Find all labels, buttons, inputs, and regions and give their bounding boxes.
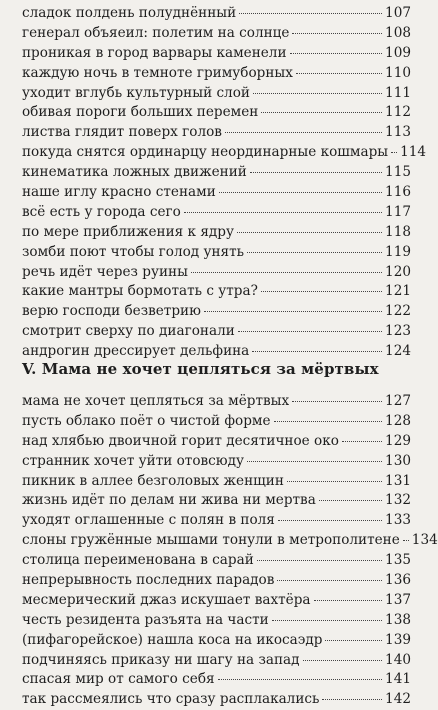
toc-entry-title: речь идёт через руины xyxy=(22,263,188,280)
toc-entry-title: над хлябью двоичной горит десятичное око xyxy=(22,432,339,449)
toc-entry-page-number: 133 xyxy=(385,512,411,529)
toc-entry-title: проникая в город варвары каменели xyxy=(22,44,287,61)
dot-leader xyxy=(287,481,382,482)
toc-entry-page-number: 112 xyxy=(385,104,411,121)
dot-leader xyxy=(278,520,382,521)
toc-entry-title: спасая мир от самого себя xyxy=(22,671,215,688)
toc-entry-title: листва глядит поверх голов xyxy=(22,124,222,141)
toc-entry-page-number: 117 xyxy=(385,203,411,220)
toc-entry xyxy=(22,511,411,531)
section-heading: V. Мама не хочет цепляться за мёртвых xyxy=(22,360,379,378)
toc-entry-page-number: 141 xyxy=(385,671,411,688)
toc-entry xyxy=(22,103,411,123)
dot-leader xyxy=(237,232,382,233)
toc-entry-title: пусть облако поёт о чистой форме xyxy=(22,412,271,429)
toc-entry-page-number: 138 xyxy=(385,611,411,628)
toc-entry-title: кинематика ложных движений xyxy=(22,164,247,181)
toc-entry-title: столица переименована в сарай xyxy=(22,552,254,569)
dot-leader xyxy=(325,640,382,641)
toc-entry xyxy=(22,322,411,342)
dot-leader xyxy=(292,33,382,34)
dot-leader xyxy=(314,600,383,601)
dot-leader xyxy=(292,401,382,402)
toc-entry-title: месмерический джаз искушает вахтёра xyxy=(22,591,311,608)
toc-entry-title: по мере приближения к ядру xyxy=(22,223,234,240)
toc-entry xyxy=(22,44,411,64)
toc-entry-page-number: 109 xyxy=(385,44,411,61)
toc-entry-page-number: 131 xyxy=(385,472,411,489)
toc-entry xyxy=(22,670,411,690)
dot-leader xyxy=(261,291,382,292)
toc-entry xyxy=(22,243,411,263)
toc-entry-page-number: 136 xyxy=(385,572,411,589)
toc-entry xyxy=(22,64,411,84)
toc-entry-title: какие мантры бормотать с утра? xyxy=(22,283,258,300)
toc-entry-page-number: 128 xyxy=(385,412,411,429)
toc-entry-title: слоны гружённые мышами тонули в метрополитене xyxy=(22,532,400,549)
toc-entry-page-number: 121 xyxy=(385,283,411,300)
toc-entry xyxy=(22,611,411,631)
dot-leader xyxy=(296,73,382,74)
toc-entry xyxy=(22,282,411,302)
dot-leader xyxy=(252,351,382,352)
dot-leader xyxy=(342,441,382,442)
toc-entry-page-number: 107 xyxy=(385,5,411,21)
toc-entry-page-number: 119 xyxy=(385,243,411,260)
dot-leader xyxy=(319,500,382,501)
toc-entry xyxy=(22,591,411,611)
toc-entry-title: жизнь идёт по делам ни жива ни мертва xyxy=(22,492,316,509)
dot-leader xyxy=(303,660,383,661)
toc-entry xyxy=(22,143,427,163)
toc-entry-title: честь резидента разъята на части xyxy=(22,611,269,628)
toc-entry-page-number: 130 xyxy=(385,452,411,469)
toc-entry-page-number: 135 xyxy=(385,552,411,569)
toc-entry xyxy=(22,412,411,432)
dot-leader xyxy=(238,331,382,332)
toc-entry xyxy=(22,24,411,44)
toc-entry xyxy=(22,432,411,452)
toc-entry-page-number: 110 xyxy=(385,64,411,81)
toc-entry xyxy=(22,631,411,651)
dot-leader xyxy=(218,679,382,680)
toc-entry xyxy=(22,163,411,183)
dot-leader xyxy=(322,699,382,700)
dot-leader xyxy=(253,93,382,94)
dot-leader xyxy=(290,53,383,54)
dot-leader xyxy=(219,192,382,193)
toc-entry-title: зомби поют чтобы голод унять xyxy=(22,243,245,260)
toc-entry-title: уходят оглашенные с полян в поля xyxy=(22,512,275,529)
toc-list-top xyxy=(22,4,427,362)
toc-entry-page-number: 120 xyxy=(385,263,411,280)
toc-entry-page-number: 139 xyxy=(385,631,411,648)
toc-entry xyxy=(22,491,411,511)
toc-entry-page-number: 132 xyxy=(385,492,411,509)
toc-entry-title: странник хочет уйти отовсюду xyxy=(22,452,244,469)
toc-entry-page-number: 140 xyxy=(385,651,411,668)
toc-entry-page-number: 123 xyxy=(385,323,411,340)
toc-entry xyxy=(22,4,411,24)
toc-entry-title: андрогин дрессирует дельфина xyxy=(22,343,250,360)
dot-leader xyxy=(391,152,397,153)
toc-entry-page-number: 127 xyxy=(385,393,411,409)
toc-entry-page-number: 116 xyxy=(385,184,411,201)
toc-entry xyxy=(22,571,411,591)
dot-leader xyxy=(247,252,382,253)
dot-leader xyxy=(204,311,382,312)
toc-entry xyxy=(22,690,411,710)
toc-entry-title: наше иглу красно стенами xyxy=(22,184,216,201)
toc-entry-title: пикник в аллее безголовых женщин xyxy=(22,472,284,489)
toc-entry-title: сладок полдень полуднённый xyxy=(22,5,237,21)
toc-entry-page-number: 113 xyxy=(385,124,411,141)
toc-entry-title: уходит вглубь культурный слой xyxy=(22,84,250,101)
dot-leader xyxy=(257,560,382,561)
toc-entry xyxy=(22,223,411,243)
toc-entry-title: покуда снятся ординарцу неординарные кошмары xyxy=(22,144,389,161)
toc-entry xyxy=(22,472,411,492)
toc-entry xyxy=(22,551,411,571)
toc-entry-title: подчиняясь приказу ни шагу на запад xyxy=(22,651,300,668)
toc-entry-page-number: 134 xyxy=(411,532,438,549)
dot-leader xyxy=(225,132,382,133)
toc-list-bottom xyxy=(22,392,438,710)
toc-entry xyxy=(22,123,411,143)
toc-entry-page-number: 118 xyxy=(385,223,411,240)
toc-entry xyxy=(22,84,411,104)
toc-entry xyxy=(22,651,411,671)
toc-entry-page-number: 111 xyxy=(385,84,411,101)
toc-entry-page-number: 114 xyxy=(400,144,427,161)
toc-entry-page-number: 142 xyxy=(385,691,411,708)
toc-entry-title: мама не хочет цепляться за мёртвых xyxy=(22,393,290,409)
toc-entry xyxy=(22,452,411,472)
dot-leader xyxy=(274,421,382,422)
dot-leader xyxy=(184,212,382,213)
toc-entry xyxy=(22,392,411,412)
toc-entry-page-number: 129 xyxy=(385,432,411,449)
toc-entry-page-number: 122 xyxy=(385,303,411,320)
toc-entry xyxy=(22,183,411,203)
dot-leader xyxy=(277,580,382,581)
toc-entry xyxy=(22,203,411,223)
toc-entry-title: (пифагорейское) нашла коса на икосаэдр xyxy=(22,631,323,648)
toc-entry xyxy=(22,531,438,551)
dot-leader xyxy=(239,13,382,14)
toc-entry-page-number: 124 xyxy=(385,343,411,360)
toc-entry-page-number: 115 xyxy=(385,164,411,181)
dot-leader xyxy=(272,620,382,621)
toc-entry-title: верю господи безветрию xyxy=(22,303,201,320)
dot-leader xyxy=(403,540,409,541)
toc-entry xyxy=(22,302,411,322)
toc-entry-title: так рассмеялись что сразу расплакались xyxy=(22,691,320,708)
toc-entry-title: генерал объяеил: полетим на солнце xyxy=(22,24,290,41)
toc-entry-page-number: 137 xyxy=(385,591,411,608)
toc-entry-title: каждую ночь в темноте гримуборных xyxy=(22,64,293,81)
dot-leader xyxy=(247,461,382,462)
toc-entry-title: непрерывность последних парадов xyxy=(22,572,275,589)
toc-entry-title: смотрит сверху по диагонали xyxy=(22,323,235,340)
dot-leader xyxy=(250,172,382,173)
toc-entry-page-number: 108 xyxy=(385,24,411,41)
dot-leader xyxy=(261,112,382,113)
toc-entry xyxy=(22,263,411,283)
dot-leader xyxy=(191,272,382,273)
toc-entry-title: обивая пороги больших перемен xyxy=(22,104,259,121)
toc-entry-title: всё есть у города сего xyxy=(22,203,181,220)
